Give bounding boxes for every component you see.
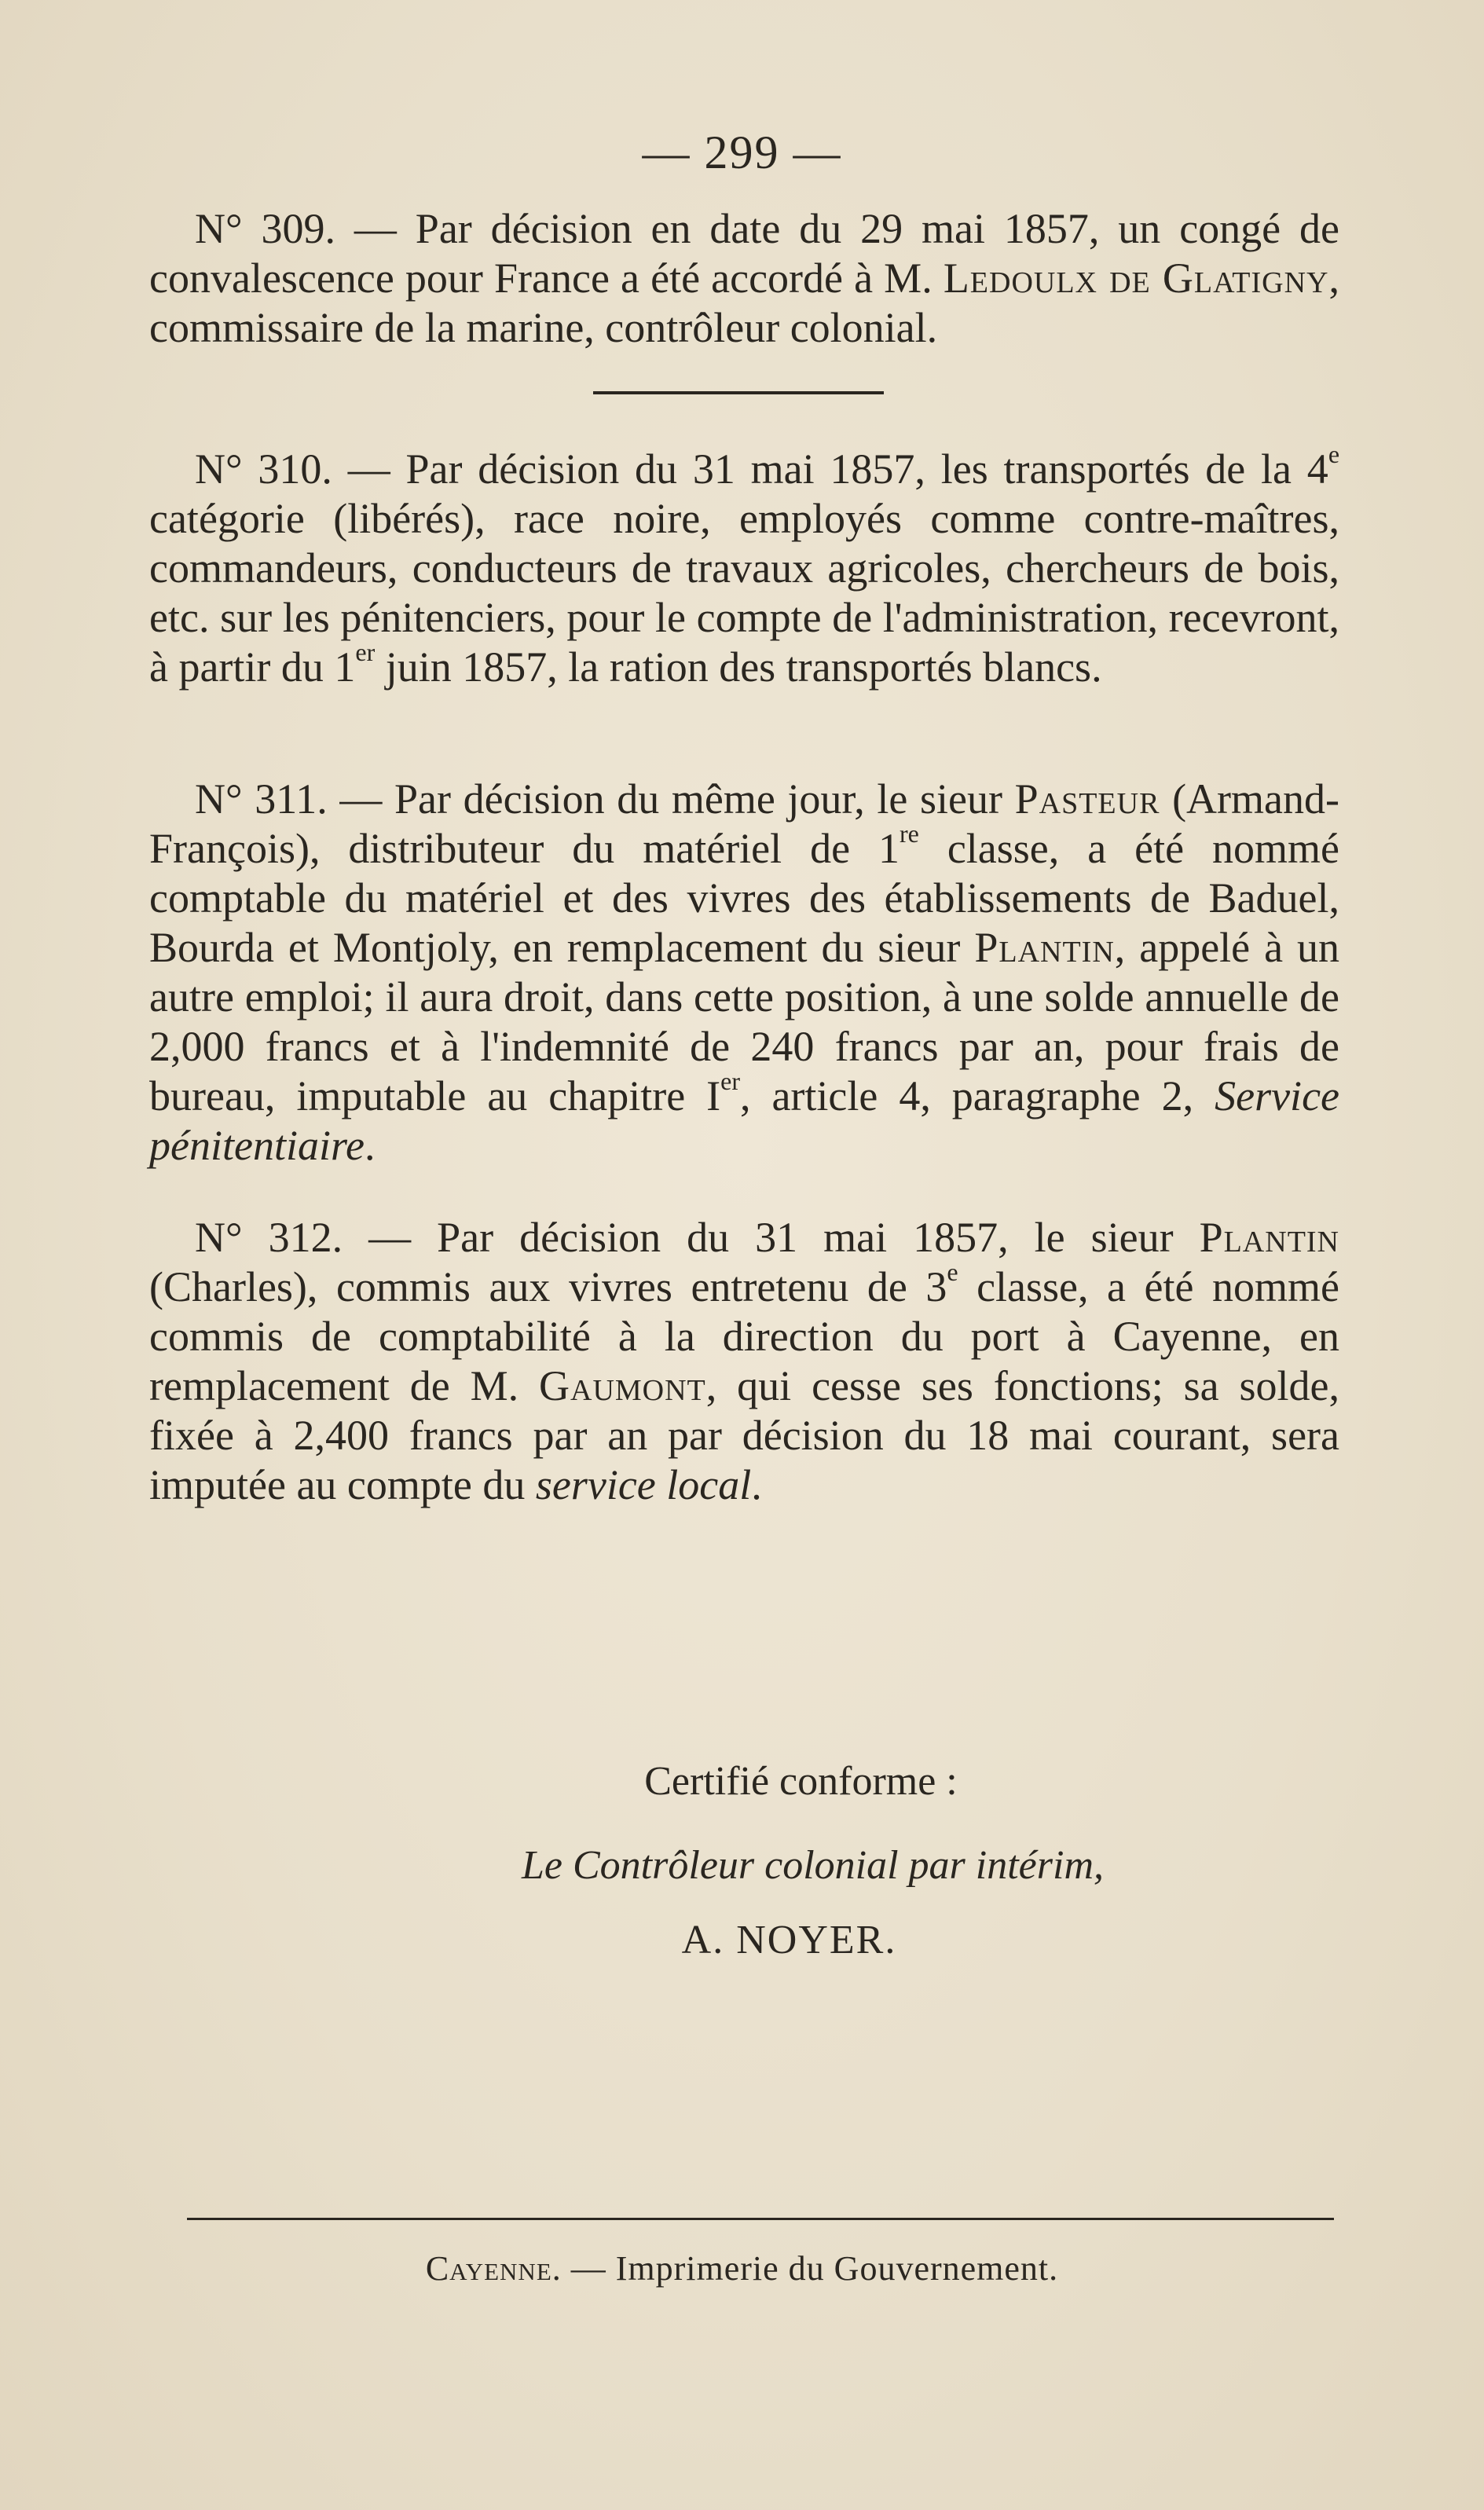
italic-text: Service pénitentiaire bbox=[149, 1072, 1339, 1169]
entry-number: N° 311. bbox=[195, 775, 328, 823]
person-name: Ledoulx de Glatigny bbox=[943, 255, 1329, 302]
separator-rule bbox=[593, 391, 884, 394]
entry-text: . bbox=[751, 1461, 762, 1508]
entry-312 bbox=[149, 1213, 1339, 1510]
entry-310-paragraph bbox=[149, 440, 1340, 692]
entry-text: (Armand-François), distributeur du matériel de 1 bbox=[149, 775, 1339, 872]
entry-text: , qui cesse ses fonctions; sa solde, fixée à 2,400 francs par an par décision du 18 mai courant, sera imputée au compte du bbox=[149, 1362, 1339, 1508]
entry-310 bbox=[149, 440, 1340, 692]
entry-number: N° 312. bbox=[195, 1214, 343, 1261]
entry-text: — Par décision du 31 mai 1857, les transportés de la 4 bbox=[332, 445, 1328, 493]
entry-312-paragraph bbox=[149, 1213, 1339, 1510]
entry-text: . bbox=[364, 1122, 376, 1169]
entry-text: , appelé à un autre emploi; il aura droit, dans cette position, à une solde annuelle de 2,000 francs et à l'indemnité de 240 francs par an, pour frais de bureau, imputable au chapitre I bbox=[149, 924, 1339, 1119]
footer-place: Cayenne. bbox=[425, 2249, 562, 2288]
page-number: — 299 — bbox=[642, 126, 842, 178]
italic-text: service local bbox=[535, 1461, 752, 1508]
person-name: Plantin bbox=[1199, 1214, 1339, 1261]
superscript: re bbox=[900, 819, 919, 848]
entry-number: N° 309. bbox=[195, 205, 335, 252]
entry-309-paragraph bbox=[149, 204, 1339, 353]
entry-text: classe, a été nommé commis de comptabilité à la direction du port à Cayenne, en remplacement de M. bbox=[149, 1263, 1339, 1409]
entry-number: N° 310. bbox=[195, 445, 332, 493]
person-name: Pasteur bbox=[1014, 775, 1160, 823]
entry-text: catégorie (libérés), race noire, employés comme contre-maîtres, commandeurs, conducteurs de travaux agricoles, chercheurs de bois, etc. sur les pénitenciers, pour le compte de l'administration, recevront, à partir du 1 bbox=[149, 495, 1339, 691]
entry-text: — Par décision du même jour, le sieur bbox=[327, 775, 1015, 823]
footer-imprint bbox=[0, 2248, 1484, 2288]
superscript: er bbox=[720, 1067, 740, 1095]
entry-311-paragraph bbox=[149, 775, 1339, 1171]
certification-title: Le Contrôleur colonial par intérim, bbox=[522, 1843, 1104, 1888]
superscript: er bbox=[355, 638, 376, 666]
footer-rule bbox=[187, 2218, 1334, 2220]
entry-text: , commissaire de la marine, contrôleur colonial. bbox=[149, 255, 1339, 351]
signature: A. NOYER. bbox=[681, 1918, 897, 1962]
person-name: Plantin bbox=[974, 924, 1115, 971]
entry-text: — Par décision du 31 mai 1857, le sieur bbox=[343, 1214, 1200, 1261]
person-name: Gaumont bbox=[539, 1362, 706, 1409]
superscript: e bbox=[1328, 440, 1340, 468]
entry-309 bbox=[149, 204, 1339, 353]
entry-text: (Charles), commis aux vivres entretenu de 3 bbox=[149, 1263, 947, 1310]
certification-line: Certifié conforme : bbox=[644, 1759, 958, 1804]
entry-text: , article 4, paragraphe 2, bbox=[739, 1072, 1215, 1119]
superscript: e bbox=[947, 1258, 958, 1286]
entry-text: classe, a été nommé comptable du matériel et des vivres des établissements de Baduel, Bourda et Montjoly, en remplacement du sieur bbox=[149, 825, 1339, 971]
footer-printer: — Imprimerie du Gouvernement. bbox=[561, 2249, 1059, 2288]
entry-text: juin 1857, la ration des transportés blancs. bbox=[375, 643, 1102, 691]
entry-text: — Par décision en date du 29 mai 1857, un congé de convalescence pour France a été accordé à M. bbox=[149, 205, 1339, 302]
entry-311 bbox=[149, 775, 1339, 1171]
